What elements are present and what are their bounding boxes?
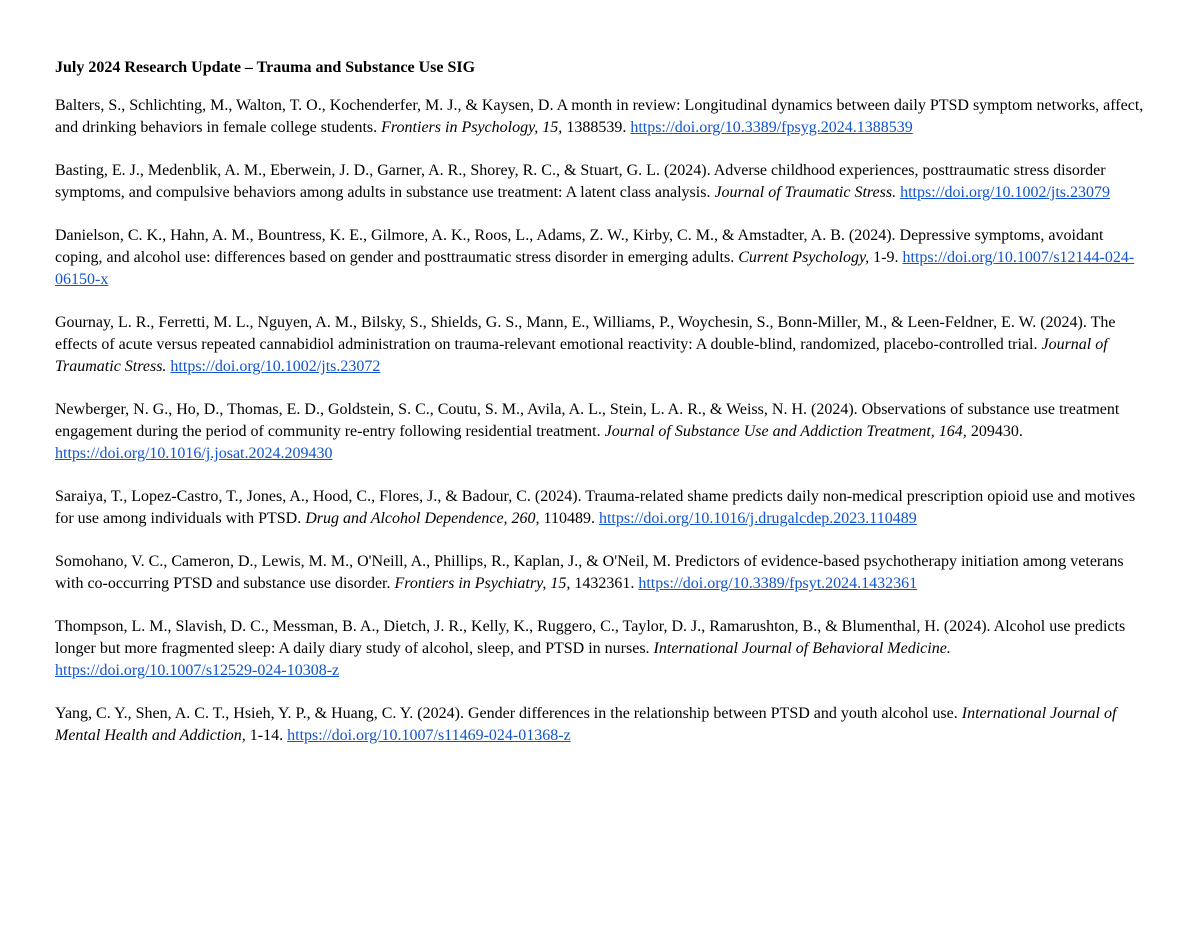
- journal-name: Journal of Substance Use and Addiction Treatment, 164,: [604, 423, 967, 440]
- reference-text: Gournay, L. R., Ferretti, M. L., Nguyen, A. M., Bilsky, S., Shields, G. S., Mann, E., Williams, P., Woychesin, S., Bonn-Miller, M., & Leen-Feldner, E. W. (2024). The effects of acute versus repeated cannabidiol administration on trauma-relevant emotional reactivity: A double-blind, randomized, placebo-controlled trial.: [55, 314, 1116, 353]
- reference-entry: [55, 616, 1145, 682]
- reference-text: Saraiya, T., Lopez-Castro, T., Jones, A., Hood, C., Flores, J., & Badour, C. (2024). Trauma-related shame predicts daily non-medical prescription opioid use and motives for use among individuals with PTSD.: [55, 488, 1136, 527]
- reference-entry: [55, 399, 1145, 465]
- reference-entry: [55, 160, 1145, 204]
- reference-entry: [55, 312, 1145, 378]
- doi-link[interactable]: https://doi.org/10.1002/jts.23072: [170, 358, 381, 375]
- reference-entry: [55, 551, 1145, 595]
- doi-link[interactable]: https://doi.org/10.1016/j.drugalcdep.2023.110489: [598, 510, 917, 527]
- document-title: July 2024 Research Update – Trauma and Substance Use SIG: [55, 59, 476, 76]
- reference-text: Newberger, N. G., Ho, D., Thomas, E. D., Goldstein, S. C., Coutu, S. M., Avila, A. L., Stein, L. A. R., & Weiss, N. H. (2024). Observations of substance use treatment engagement during the period of community re-entry following residential treatment.: [55, 401, 1120, 440]
- journal-name: International Journal of Mental Health and Addiction,: [55, 705, 1117, 744]
- reference-pages: 110489.: [539, 510, 599, 527]
- doi-link[interactable]: https://doi.org/10.3389/fpsyg.2024.1388539: [630, 119, 913, 136]
- doi-link[interactable]: https://doi.org/10.3389/fpsyt.2024.1432361: [638, 575, 918, 592]
- reference-entry: [55, 95, 1145, 139]
- doi-link[interactable]: https://doi.org/10.1016/j.josat.2024.209430: [55, 445, 333, 462]
- journal-name: Frontiers in Psychology, 15,: [381, 119, 563, 136]
- reference-pages: 1388539.: [562, 119, 631, 136]
- journal-name: Journal of Traumatic Stress.: [714, 184, 897, 201]
- reference-text: Yang, C. Y., Shen, A. C. T., Hsieh, Y. P., & Huang, C. Y. (2024). Gender differences in the relationship between PTSD and youth alcohol use.: [55, 705, 962, 722]
- doi-link[interactable]: https://doi.org/10.1007/s12529-024-10308-z: [55, 662, 340, 679]
- doi-link[interactable]: https://doi.org/10.1007/s12144-024-06150-x: [55, 249, 1135, 288]
- reference-entry: [55, 486, 1145, 530]
- doi-link[interactable]: https://doi.org/10.1002/jts.23079: [900, 184, 1111, 201]
- journal-name: Drug and Alcohol Dependence, 260,: [305, 510, 540, 527]
- reference-entry: [55, 703, 1145, 747]
- reference-text: Danielson, C. K., Hahn, A. M., Bountress, K. E., Gilmore, A. K., Roos, L., Adams, Z. W., Kirby, C. M., & Amstadter, A. B. (2024). Depressive symptoms, avoidant coping, and alcohol use: differences based on gender and posttraumatic stress disorder in emerging adults.: [55, 227, 1104, 266]
- journal-name: Frontiers in Psychiatry, 15,: [394, 575, 571, 592]
- reference-text: Basting, E. J., Medenblik, A. M., Eberwein, J. D., Garner, A. R., Shorey, R. C., & Stuart, G. L. (2024). Adverse childhood experiences, posttraumatic stress disorder symptoms, and compulsive behaviors among adults in substance use treatment: A latent class analysis.: [55, 162, 1106, 201]
- document-page: [55, 57, 1145, 768]
- reference-text: Balters, S., Schlichting, M., Walton, T. O., Kochenderfer, M. J., & Kaysen, D. A month in review: Longitudinal dynamics between daily PTSD symptom networks, affect, and drinking behaviors in female college students.: [55, 97, 1144, 136]
- reference-text: Thompson, L. M., Slavish, D. C., Messman, B. A., Dietch, J. R., Kelly, K., Ruggero, C., Taylor, D. J., Ramarushton, B., & Blumenthal, H. (2024). Alcohol use predicts longer but more fragmented sleep: A daily diary study of alcohol, sleep, and PTSD in nurses.: [55, 618, 1126, 657]
- reference-entry: [55, 225, 1145, 291]
- journal-name: International Journal of Behavioral Medicine.: [653, 640, 951, 657]
- reference-pages: 209430.: [966, 423, 1023, 440]
- reference-pages: 1-14.: [245, 727, 288, 744]
- reference-text: Somohano, V. C., Cameron, D., Lewis, M. M., O'Neill, A., Phillips, R., Kaplan, J., & O'Neil, M. Predictors of evidence-based psychotherapy initiation among veterans with co-occurring PTSD and substance use disorder.: [55, 553, 1124, 592]
- doi-link[interactable]: https://doi.org/10.1007/s11469-024-01368-z: [287, 727, 571, 744]
- reference-pages: 1432361.: [570, 575, 639, 592]
- journal-name: Journal of Traumatic Stress.: [55, 336, 1108, 375]
- reference-pages: 1-9.: [869, 249, 903, 266]
- journal-name: Current Psychology,: [738, 249, 870, 266]
